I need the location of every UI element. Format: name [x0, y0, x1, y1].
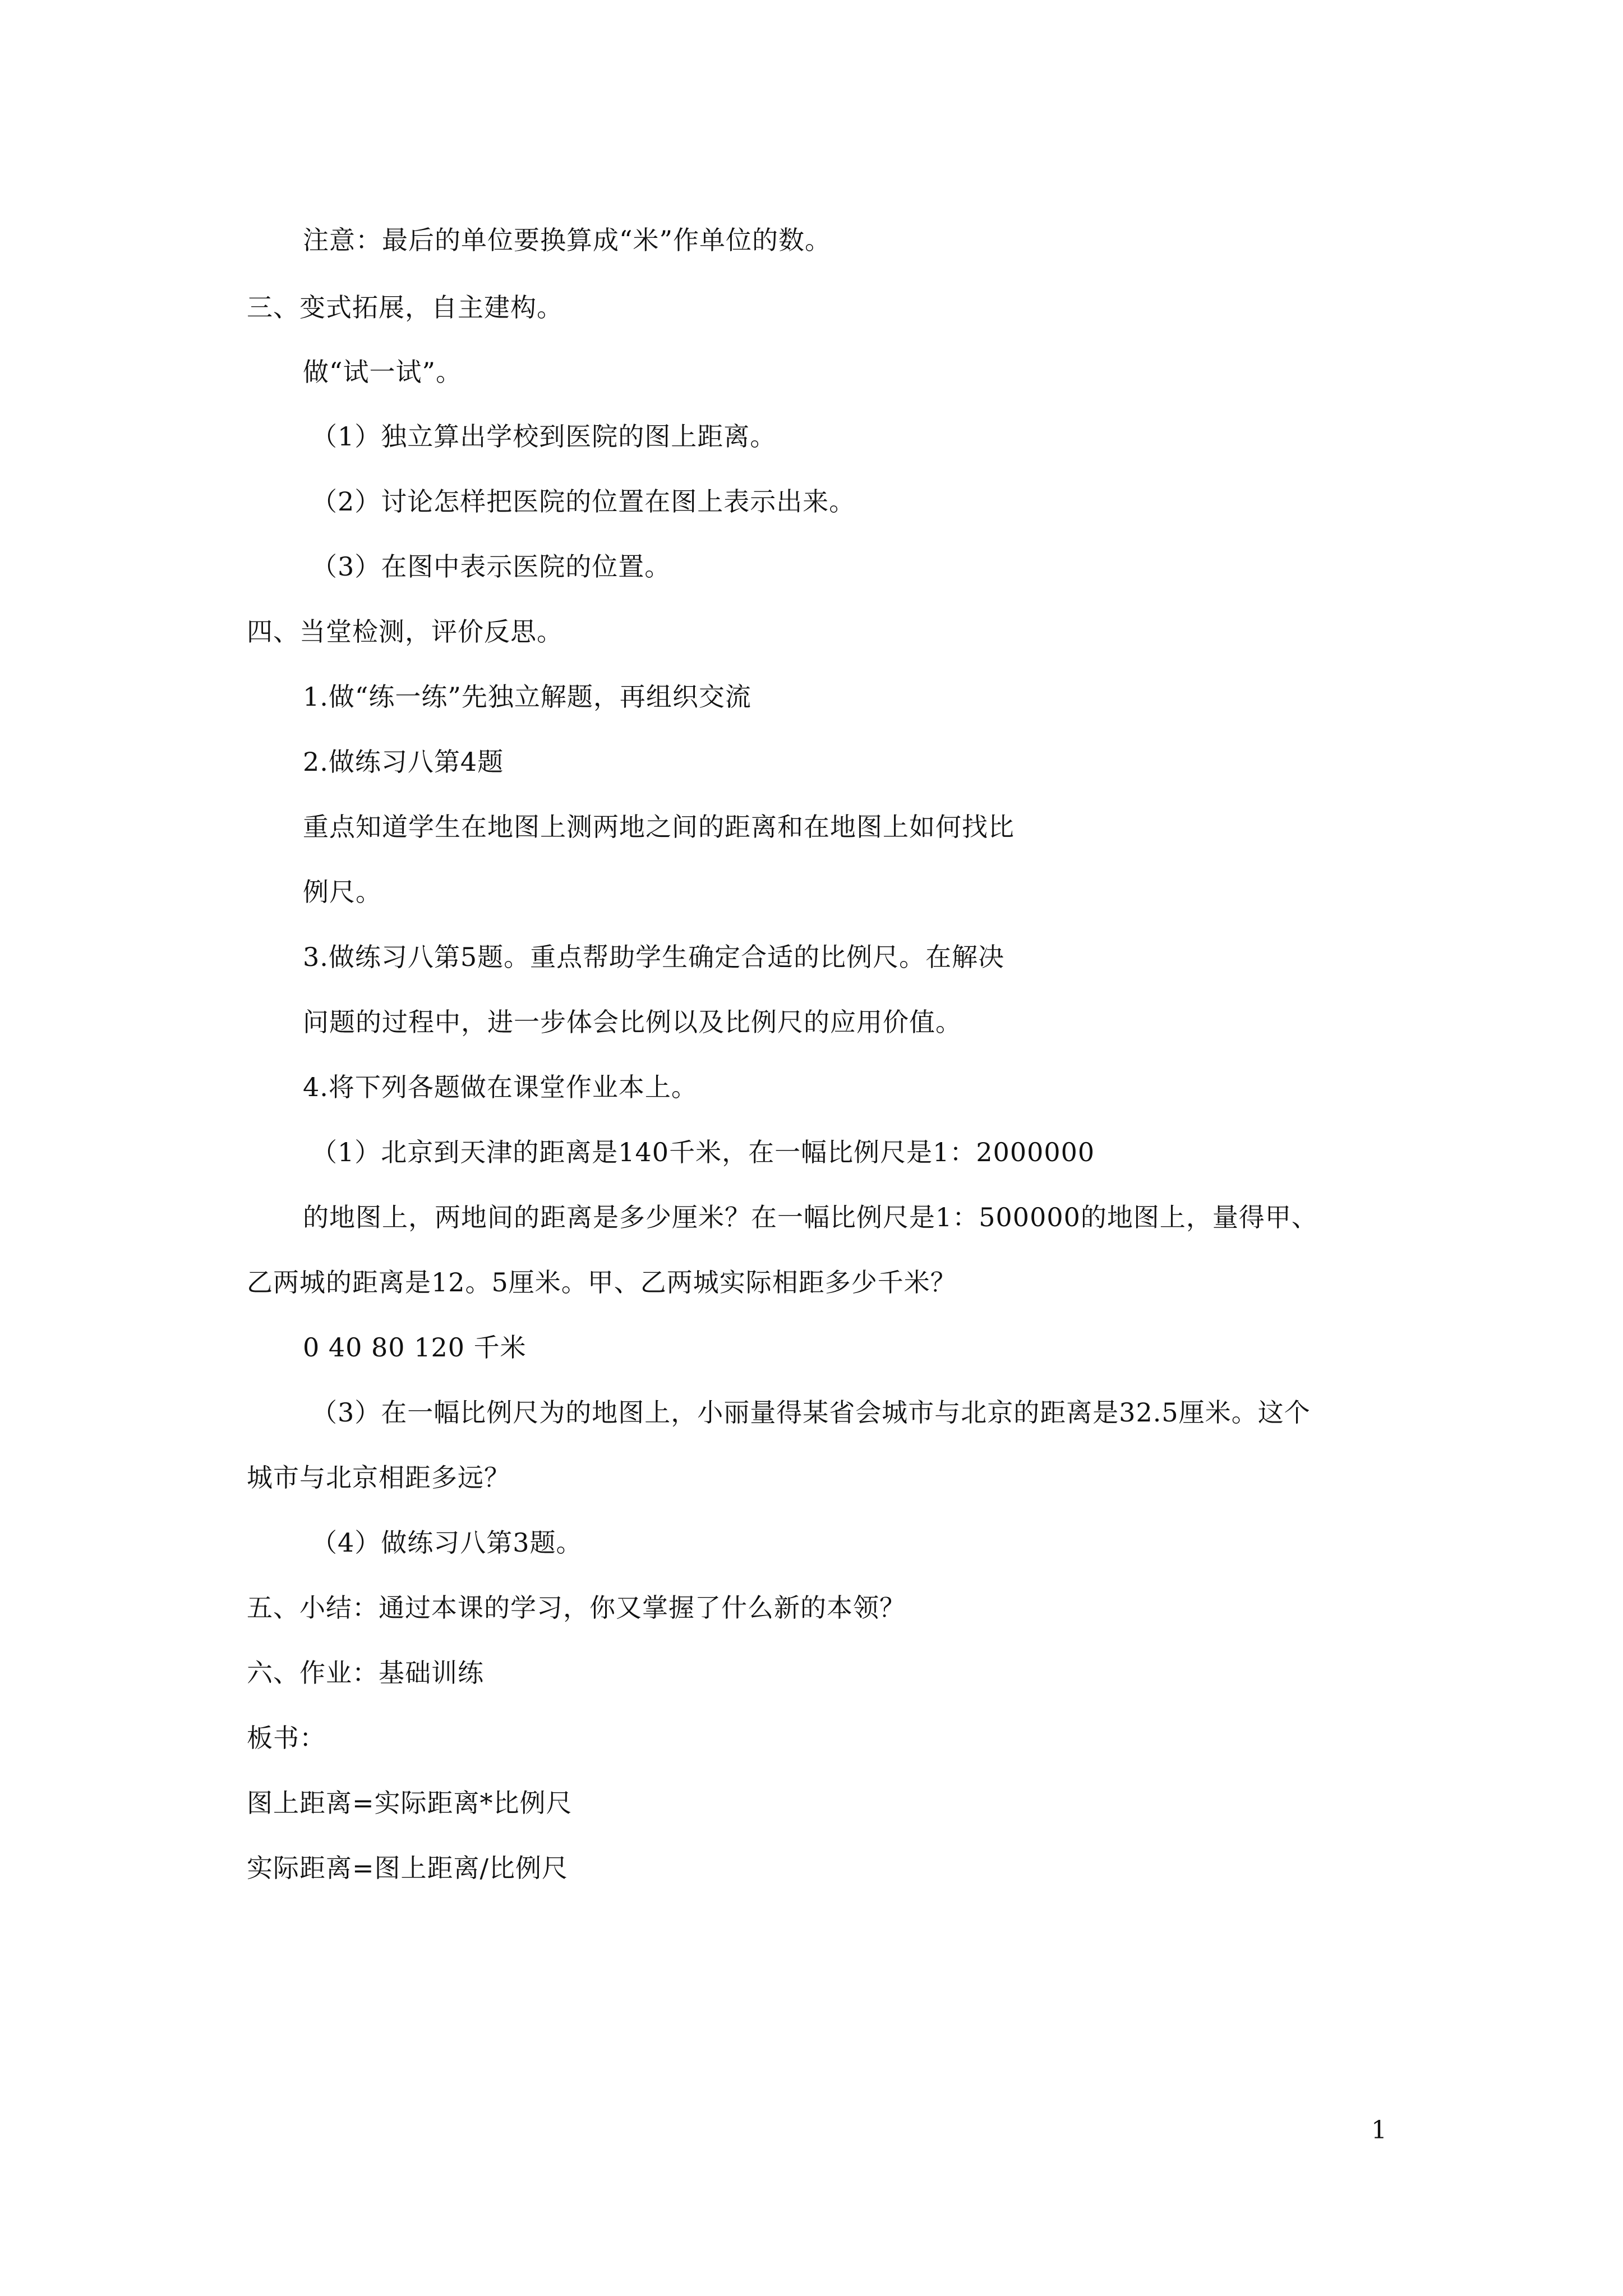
item-1-line: 1.做“练一练”先独立解题，再组织交流 [303, 682, 751, 712]
problem-1-line-b: 的地图上，两地间的距离是多少厘米？在一幅比例尺是1：500000的地图上，量得甲、 [303, 1202, 1318, 1232]
item-3-line-b: 问题的过程中，进一步体会比例以及比例尺的应用价值。 [303, 1007, 962, 1037]
scale-bar-labels: 0 40 80 120 千米 [303, 1332, 527, 1363]
item-3-line-a: 3.做练习八第5题。重点帮助学生确定合适的比例尺。在解决 [303, 942, 1005, 972]
problem-4-line: （4）做练习八第3题。 [311, 1527, 583, 1558]
step-3-line: （3）在图中表示医院的位置。 [311, 551, 671, 582]
step-1-line: （1）独立算出学校到医院的图上距离。 [311, 421, 777, 452]
problem-3-line-b: 城市与北京相距多远？ [247, 1462, 510, 1493]
focus-line-a: 重点知道学生在地图上测两地之间的距离和在地图上如何找比 [303, 812, 1015, 842]
problem-1-line-c: 乙两城的距离是12。5厘米。甲、乙两城实际相距多少千米？ [247, 1267, 957, 1297]
section-heading-5: 五、小结：通过本课的学习，你又掌握了什么新的本领？ [247, 1593, 906, 1623]
item-4-line: 4.将下列各题做在课堂作业本上。 [303, 1072, 698, 1102]
focus-line-b: 例尺。 [303, 877, 382, 907]
board-heading: 板书： [247, 1723, 326, 1753]
section-heading-4: 四、当堂检测，评价反思。 [247, 616, 563, 647]
step-2-line: （2）讨论怎样把医院的位置在图上表示出来。 [311, 486, 856, 517]
problem-3-line-a: （3）在一幅比例尺为的地图上，小丽量得某省会城市与北京的距离是32.5厘米。这个 [311, 1397, 1311, 1428]
page-number: 1 [1371, 2116, 1387, 2145]
section-heading-6: 六、作业：基础训练 [247, 1658, 484, 1688]
note-line: 注意：最后的单位要换算成“米”作单位的数。 [303, 225, 832, 255]
section-heading-3: 三、变式拓展，自主建构。 [247, 292, 563, 323]
problem-1-line-a: （1）北京到天津的距离是140千米，在一幅比例尺是1：2000000 [311, 1137, 1095, 1167]
try-it-line: 做“试一试”。 [303, 357, 463, 387]
formula-2: 实际距离=图上距离/比例尺 [247, 1853, 569, 1883]
formula-1: 图上距离=实际距离*比例尺 [247, 1788, 573, 1818]
item-2-line: 2.做练习八第4题 [303, 747, 504, 777]
